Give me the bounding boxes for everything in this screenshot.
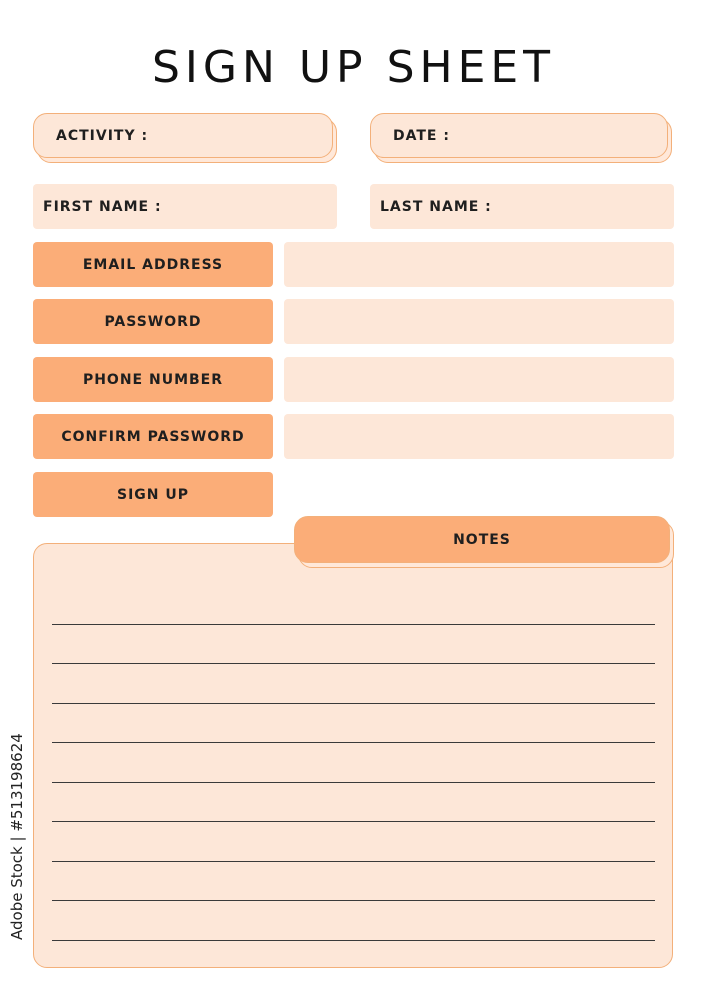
date-field[interactable]	[370, 113, 668, 158]
notes-area[interactable]	[33, 543, 673, 968]
notes-line	[52, 663, 655, 664]
notes-line	[52, 624, 655, 625]
notes-line	[52, 900, 655, 901]
notes-header: NOTES	[294, 516, 670, 563]
phone-number-input[interactable]	[284, 357, 674, 402]
email-address-input[interactable]	[284, 242, 674, 287]
last-name-label: LAST NAME :	[380, 198, 492, 215]
activity-field[interactable]	[33, 113, 333, 158]
date-label: DATE :	[370, 113, 668, 158]
phone-number-label: PHONE NUMBER	[33, 357, 273, 402]
stock-id-watermark: Adobe Stock | #513198624	[8, 733, 26, 940]
notes-line	[52, 782, 655, 783]
notes-line	[52, 940, 655, 941]
last-name-field[interactable]	[370, 184, 674, 229]
notes-line	[52, 861, 655, 862]
confirm-password-label: CONFIRM PASSWORD	[33, 414, 273, 459]
email-address-label: EMAIL ADDRESS	[33, 242, 273, 287]
confirm-password-input[interactable]	[284, 414, 674, 459]
password-input[interactable]	[284, 299, 674, 344]
sign-up-button[interactable]: SIGN UP	[33, 472, 273, 517]
activity-label: ACTIVITY :	[33, 113, 333, 158]
first-name-field[interactable]	[33, 184, 337, 229]
first-name-label: FIRST NAME :	[43, 198, 162, 215]
notes-line	[52, 742, 655, 743]
notes-line	[52, 821, 655, 822]
password-label: PASSWORD	[33, 299, 273, 344]
page-title: SIGN UP SHEET	[151, 42, 556, 93]
notes-line	[52, 703, 655, 704]
